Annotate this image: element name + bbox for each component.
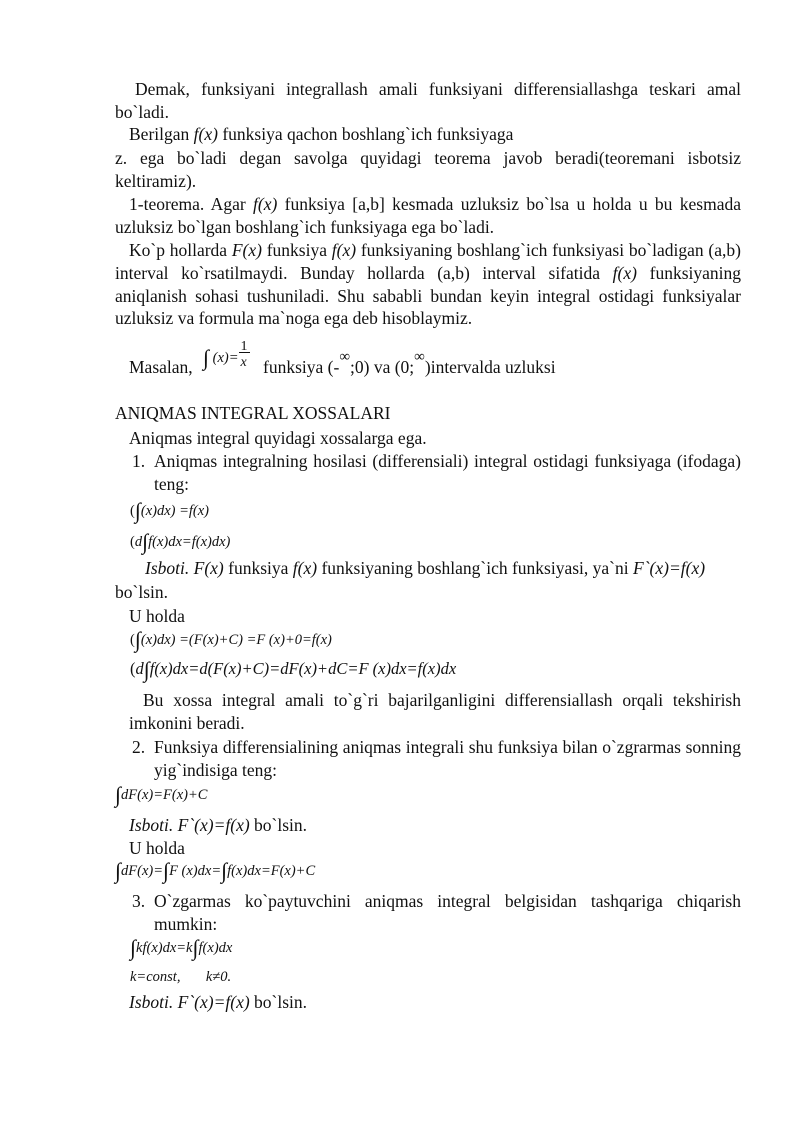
example-line [129,339,741,380]
formula-text: dF(x)=F(x)+C [121,787,208,803]
example-text-part: funksiya (- [263,357,340,377]
proof-label: Isboti. [129,992,174,1012]
u-holda-label: U holda [129,606,185,626]
proof-label: Isboti. [129,815,174,835]
paragraph-text: funksiya qachon boshlang`ich funksiyaga [217,124,514,144]
integral-sign: ∫ [143,657,150,682]
example-text [263,349,556,381]
formula-8: k=const, k≠0. [130,969,232,985]
proof-2 [129,814,307,837]
integral-sign: ∫ [203,345,210,370]
formula-text: dF(x)= [121,863,164,879]
formula-1 [130,497,209,523]
function-fx: f(x) [253,194,278,214]
paragraph-intro [115,78,741,123]
formula-2 [130,528,230,554]
function-fx: f(x) [612,262,637,283]
infinity-symbol: ∞ [414,349,425,365]
integral-sign: ∫ [134,627,141,652]
example-formula [203,340,251,370]
property-item-3 [132,890,741,935]
paragraph-text: Demak, funksiyani integrallash amali funksiyani differensiallashga teskari amal bo`ladi. [115,79,741,122]
example-label: Masalan, [129,357,193,377]
example-text-part: ;0) va (0; [350,357,415,377]
property-number: 2. [132,737,146,757]
integral-sign: ∫ [134,498,141,523]
paragraph-text: funksiyaning boshlang`ich funksiyasi bo`ladigan (a,b) interval ko`rsatilmaydi. Bunday hollarda (a,b) interval sifatida [115,240,741,283]
integral-sign: ∫ [142,529,149,554]
function-fx: f(x) [331,240,357,260]
formula-text: (x)= [212,350,239,366]
property-note: Bu xossa integral amali to`g`ri bajarilganligini differensiallash orqali tekshirish imkonini beradi. [129,690,741,733]
paragraph-text: funksiya [261,240,332,260]
formula-text: f(x)dx=d(F(x)+C)=dF(x)+dC=F (x)dx=f(x)dx [149,659,457,678]
formula-6 [115,857,315,883]
fraction [239,340,251,370]
integral-sign: ∫ [163,858,170,883]
property-item-1 [132,450,741,495]
formula-7 [130,934,232,960]
property-number: 3. [132,891,146,911]
paragraph-text: funksiyaning aniqlanish sohasi tushuniladi. Shu sababli bundan keyin integral ostidagi funksiyalar uzluksiz va formula ma`noga ega deb hisoblaymiz. [115,262,741,329]
derivative-relation: F`(x)=f(x) [633,558,706,578]
formula-text: F (x)dx= [169,863,222,879]
proof-3 [129,991,307,1014]
paragraph-interval [115,239,741,330]
formula-d: d [134,534,143,550]
derivative-relation: F`(x)=f(x) [177,992,250,1012]
formula-paren: ( [130,659,136,678]
function-Fx: F(x) [231,240,262,260]
derivative-relation: F`(x)=f(x) [177,815,250,835]
property-text: O`zgarmas ko`paytuvchini aniqmas integral belgisidan tashqariga chiqarish mumkin: [154,891,741,934]
formula-text: f(x)dx=F(x)+C [227,863,316,879]
property-text: Funksiya differensialining aniqmas integrali shu funksiya bilan o`zgrarmas sonning yig`indisiga teng: [154,737,741,780]
integral-sign: ∫ [221,858,228,883]
formula-paren: ( [130,534,135,550]
function-fx: f(x) [193,124,218,144]
proof-text: bo`lsin. [249,992,308,1012]
paragraph-theorem-1 [115,193,741,238]
property-text: Aniqmas integralning hosilasi (differensiali) integral ostidagi funksiyaga (ifodaga) teng: [154,451,741,494]
formula-text: kf(x)dx=k [136,940,193,956]
formula-paren: ( [130,503,135,519]
proof-text: funksiya [223,558,293,578]
paragraph-text: Berilgan [129,124,194,144]
integral-sign: ∫ [130,935,137,960]
example-text-part: )intervalda uzluksi [424,357,556,377]
formula-text: f(x)dx [198,940,233,956]
paragraph-text: z. ega bo`ladi degan savolga quyidagi teorema javob beradi(teoremani isbotsiz keltiramiz). [115,148,741,191]
infinity-symbol: ∞ [339,349,351,365]
integral-sign: ∫ [192,935,199,960]
section-intro: Aniqmas integral quyidagi xossalarga ega. [129,428,427,448]
formula-paren: ( [130,632,135,648]
theorem-label: 1-teorema. Agar [129,194,254,214]
formula-text: f(x)dx=f(x)dx) [148,534,231,550]
formula-d: d [135,659,144,678]
fraction-numerator: 1 [240,339,248,354]
proof-1 [115,557,741,580]
property-item-2 [132,736,741,781]
u-holda-label: U holda [129,838,185,858]
function-fx: f(x) [292,558,318,578]
integral-sign: ∫ [115,782,122,807]
formula-text: (x)dx) =(F(x)+C) =F (x)+0=f(x) [140,632,332,648]
property-number: 1. [132,451,146,471]
formula-text: (x)dx) =f(x) [140,503,210,519]
paragraph-text: Ko`p hollarda [129,240,232,260]
proof-text: bo`lsin. [249,815,308,835]
formula-5 [115,781,207,807]
paragraph-text: funksiya [a,b] kesmada uzluksiz bo`lsa u holda u bu kesmada uzluksiz bo`lgan boshlang`ich funksiyaga ega bo`ladi. [115,194,741,237]
proof-text: funksiyaning boshlang`ich funksiyasi, ya`ni [317,558,634,578]
fraction-denominator: x [240,355,247,370]
integral-sign: ∫ [115,858,122,883]
section-heading: ANIQMAS INTEGRAL XOSSALARI [115,403,391,423]
paragraph-theorem-intro [115,147,741,192]
formula-3 [130,626,332,652]
proof-label: Isboti. [145,558,190,578]
formula-4 [130,656,456,681]
paragraph-question [129,123,741,146]
function-Fx: F(x) [193,558,224,578]
proof-1-end: bo`lsin. [115,582,168,602]
